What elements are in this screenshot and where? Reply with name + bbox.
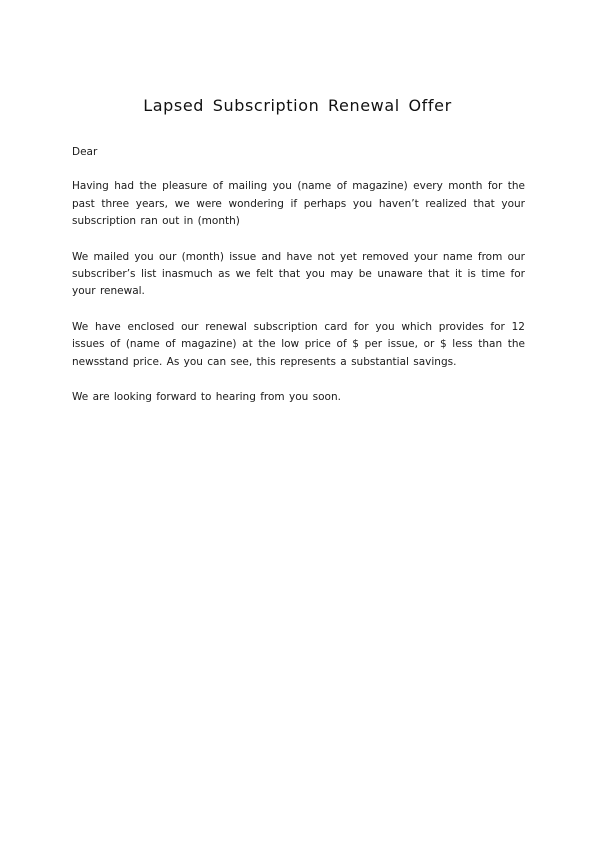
paragraph-2: We mailed you our (month) issue and have not yet removed your name from our subscriber’s list inasmuch as we felt that you may be unaware that it is time for your renewal.	[72, 250, 525, 298]
letter-body	[72, 144, 525, 424]
paragraph-1: Having had the pleasure of mailing you (name of magazine) every month for the past three years, we were wondering if perhaps you haven’t realized that your subscription ran out in (month)	[72, 180, 525, 228]
paragraph-3: We have enclosed our renewal subscription card for you which provides for 12 issues of (name of magazine) at the low price of $ per issue, or $ less than the newsstand price. As you can see, this represents a substantial savings.	[72, 320, 525, 368]
document-title: Lapsed Subscription Renewal Offer	[143, 96, 452, 115]
paragraph-4: We are looking forward to hearing from you soon.	[72, 391, 341, 404]
salutation: Dear	[72, 146, 98, 158]
